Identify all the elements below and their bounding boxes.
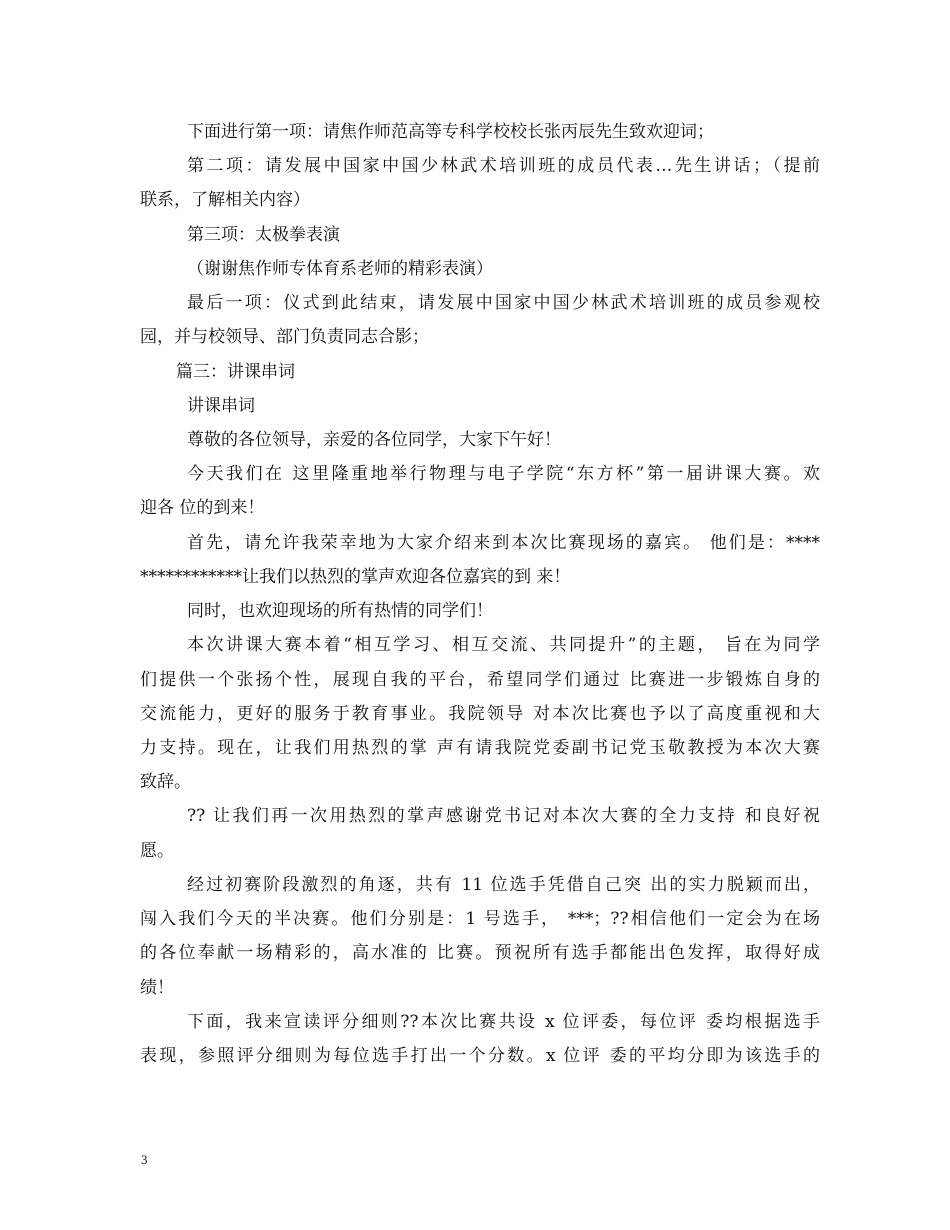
paragraph-line: 们提供一个张扬个性，展现自我的平台，希望同学们通过 比赛进一步锻炼自身的 <box>140 670 820 690</box>
paragraph-line: ************让我们以热烈的掌声欢迎各位嘉宾的到 来！ <box>140 567 571 587</box>
paragraph-line: 联系，了解相关内容） <box>140 190 310 210</box>
paragraph-line: 交流能力，更好的服务于教育事业。我院领导 对本次比赛也予以了高度重视和大 <box>140 704 820 724</box>
paragraph-line: 闯入我们今天的半决赛。他们分别是：1 号选手， ***；??相信他们一定会为在场 <box>140 909 820 929</box>
section-heading: 篇三：讲课串词 <box>176 362 295 382</box>
paragraph-line: 同时，也欢迎现场的所有热情的同学们！ <box>187 601 493 621</box>
paragraph-line: ?? 让我们再一次用热烈的掌声感谢党书记对本次大赛的全力支持 和良好祝 <box>187 806 820 826</box>
subsection-heading: 讲课串词 <box>187 396 255 416</box>
paragraph-line: 致辞。 <box>140 772 191 792</box>
paragraph-line: 最后一项：仪式到此结束，请发展中国家中国少林武术培训班的成员参观校 <box>187 293 820 313</box>
paragraph-line: 下面，我来宣读评分细则??本次比赛共设 x 位评委，每位评 委均根据选手 <box>187 1012 820 1032</box>
paragraph-line: 今天我们在 这里隆重地举行物理与电子学院“东方杯”第一届讲课大赛。欢 <box>187 464 820 484</box>
paragraph-line: 绩！ <box>140 978 174 998</box>
paragraph-line: 力支持。现在，让我们用热烈的掌 声有请我院党委副书记党玉敬教授为本次大赛 <box>140 738 820 758</box>
paragraph-line: （谢谢焦作师专体育系老师的精彩表演） <box>187 259 493 279</box>
paragraph-line: 的各位奉献一场精彩的，高水准的 比赛。预祝所有选手都能出色发挥，取得好成 <box>140 943 820 963</box>
paragraph-line: 下面进行第一项：请焦作师范高等专科学校校长张丙辰先生致欢迎词； <box>187 122 714 142</box>
paragraph-line: 经过初赛阶段激烈的角逐，共有 11 位选手凭借自己突 出的实力脱颖而出， <box>187 875 820 895</box>
paragraph-line: 尊敬的各位领导，亲爱的各位同学，大家下午好！ <box>187 430 561 450</box>
paragraph-line: 愿。 <box>140 841 174 861</box>
paragraph-line: 园，并与校领导、部门负责同志合影； <box>140 327 429 347</box>
paragraph-line: 首先，请允许我荣幸地为大家介绍来到本次比赛现场的嘉宾。 他们是：**** <box>187 533 820 553</box>
paragraph-line: 表现，参照评分细则为每位选手打出一个分数。x 位评 委的平均分即为该选手的 <box>140 1046 820 1066</box>
paragraph-line: 第二项：请发展中国家中国少林武术培训班的成员代表…先生讲话；（提前 <box>187 156 820 176</box>
page-number: 3 <box>141 1152 148 1167</box>
paragraph-line: 迎各 位的到来！ <box>140 498 265 518</box>
paragraph-line: 本次讲课大赛本着“相互学习、相互交流、共同提升”的主题， 旨在为同学 <box>187 635 820 655</box>
paragraph-line: 第三项：太极拳表演 <box>187 225 340 245</box>
